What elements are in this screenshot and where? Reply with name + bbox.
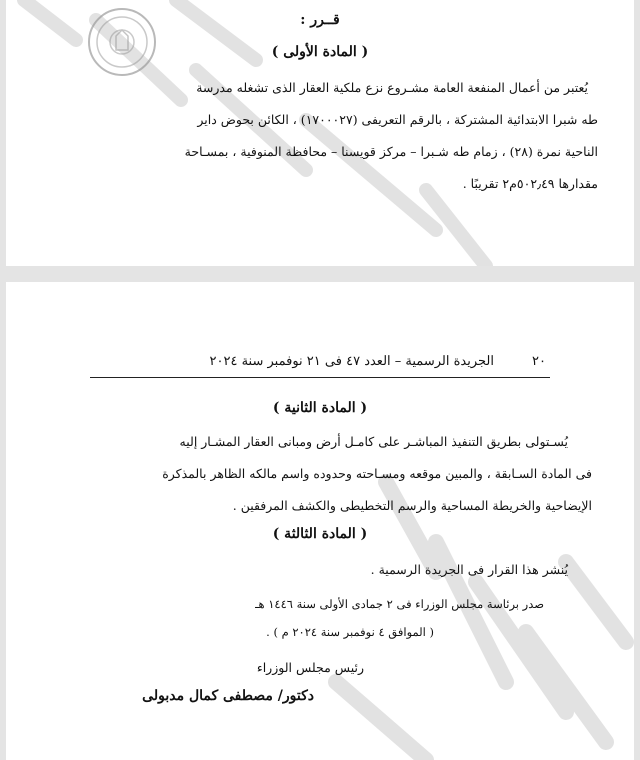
signatory-title: رئيس مجلس الوزراء xyxy=(256,660,364,675)
article-2-line: فى المادة السـابقة ، والمبين موقعه ومسـاحته وحدوده واسم مالكه الظاهر بالمذكرة xyxy=(162,466,592,481)
article-1-heading: ( المادة الأولى ) xyxy=(271,44,369,60)
corresponding-date: ( الموافق ٤ نوفمبر سنة ٢٠٢٤ م ) . xyxy=(266,625,434,639)
article-3-line: يُنشر هذا القرار فى الجريدة الرسمية . xyxy=(370,562,568,577)
article-3-heading: ( المادة الثالثة ) xyxy=(272,526,368,542)
article-2-line: يُسـتولى بطريق التنفيذ المباشـر على كامـل أرض ومبانى العقار المشـار إليه xyxy=(179,434,568,449)
article-2-line: الإيضاحية والخريطة المساحية والرسم التخطيطى والكشف المرفقين . xyxy=(232,498,592,513)
page-number: ٢٠ xyxy=(532,354,546,369)
gazette-header: الجريدة الرسمية – العدد ٤٧ فى ٢١ نوفمبر سنة ٢٠٢٤ xyxy=(209,354,494,369)
issued-line: صدر برئاسة مجلس الوزراء فى ٢ جمادى الأولى سنة ١٤٤٦ هـ xyxy=(255,597,544,611)
article-1-line: يُعتبر من أعمال المنفعة العامة مشـروع نزع ملكية العقار الذى تشغله مدرسة xyxy=(196,80,588,95)
header-divider xyxy=(90,377,550,378)
bottom-page xyxy=(6,282,634,760)
article-1-line: طه شبرا الابتدائية المشتركة ، بالرقم التعريفى (١٧٠٠٠٢٧) ، الكائن بحوض داير xyxy=(197,112,598,127)
signatory-name: دكتور/ مصطفى كمال مدبولى xyxy=(142,688,314,704)
article-2-heading: ( المادة الثانية ) xyxy=(272,400,368,416)
decision-word: قــرر : xyxy=(300,12,340,28)
top-page xyxy=(6,0,634,266)
article-1-line: مقدارها ٥٠٢٫٤٩م٢ تقريبًا . xyxy=(462,176,598,191)
article-1-line: الناحية نمرة (٢٨) ، زمام طه شـبرا – مركز قويسنا – محافظة المنوفية ، بمسـاحة xyxy=(184,144,598,159)
